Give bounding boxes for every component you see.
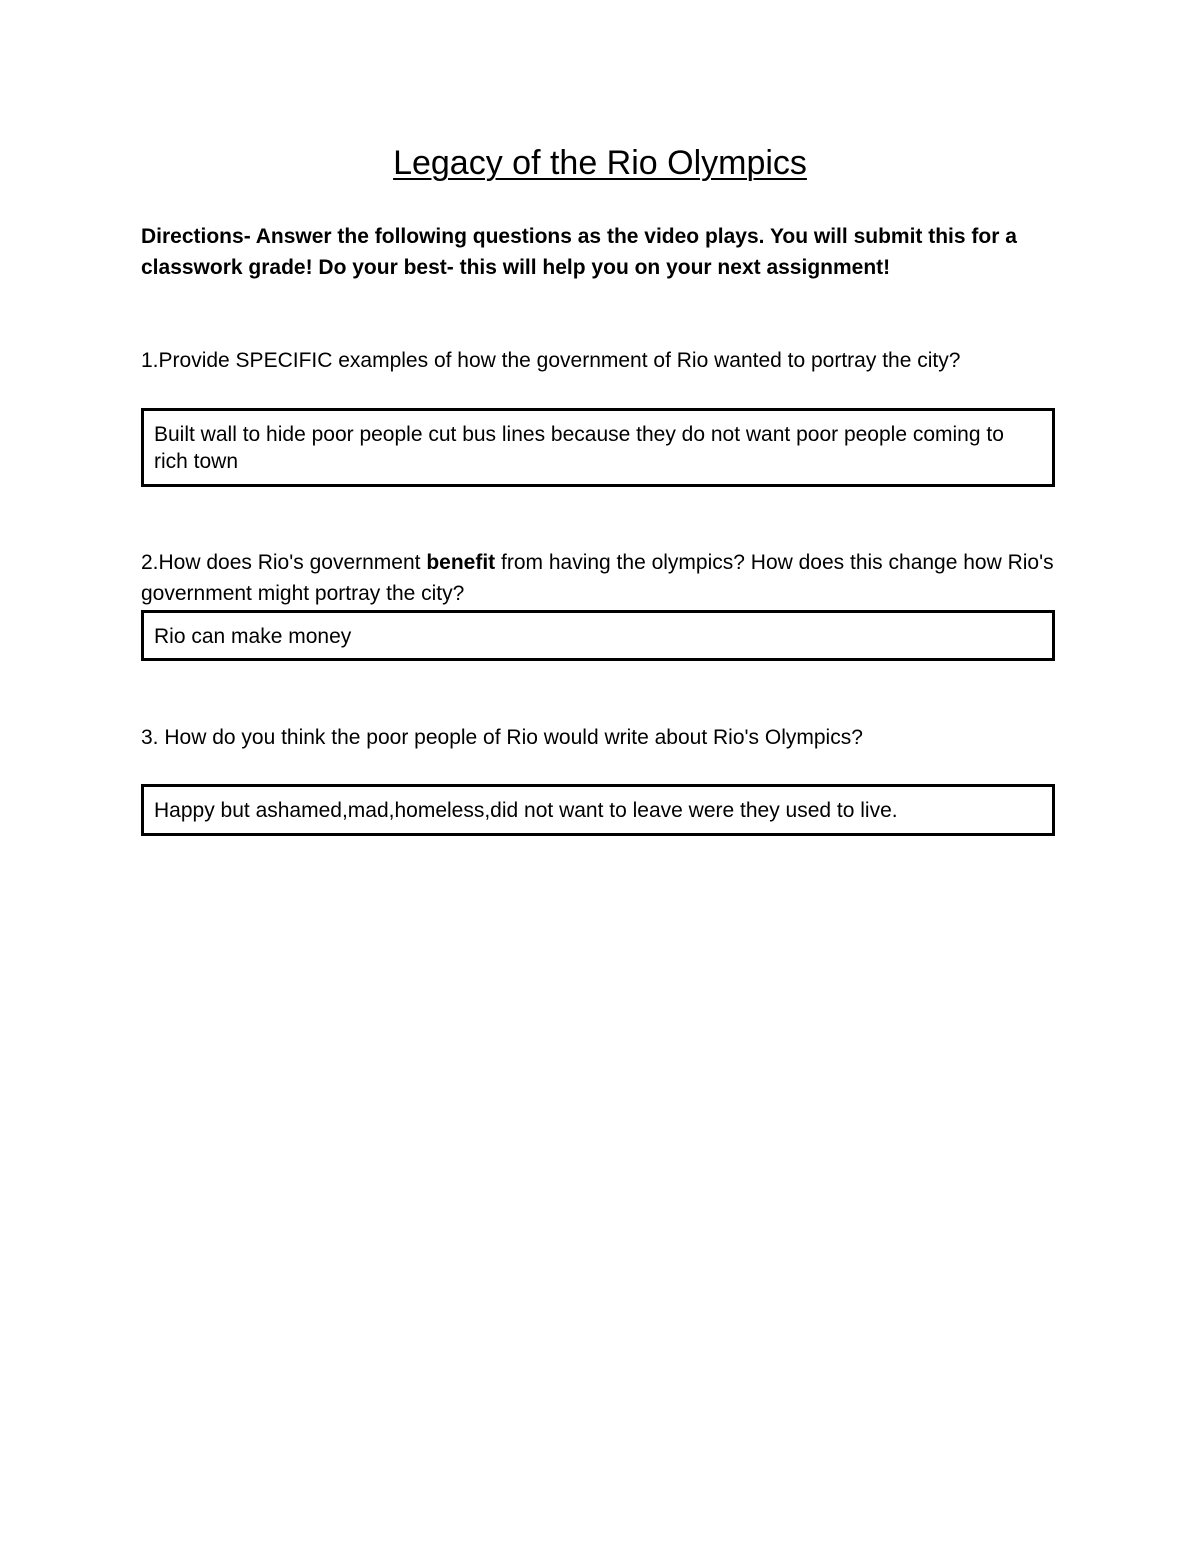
question-1: 1.Provide SPECIFIC examples of how the government of Rio wanted to portray the city? (141, 349, 961, 372)
question-2-text-after: from having the olympics? How does this change how Rio's government might portray the city? (141, 551, 1054, 605)
answer-1-field[interactable]: Built wall to hide poor people cut bus lines because they do not want poor people coming to rich town (141, 408, 1055, 487)
question-2 (141, 547, 1066, 609)
directions-text: Directions- Answer the following questions as the video plays. You will submit this for a classwork grade! Do your best- this will help you on your next assignment! (141, 225, 1017, 279)
page-title: Legacy of the Rio Olympics (393, 144, 807, 182)
question-3: 3. How do you think the poor people of Rio would write about Rio's Olympics? (141, 726, 863, 749)
question-2-bold-word: benefit (426, 551, 496, 574)
question-2-text-before: 2.How does Rio's government (141, 551, 427, 574)
answer-3-field[interactable]: Happy but ashamed,mad,homeless,did not want to leave were they used to live. (141, 784, 1055, 836)
answer-2-field[interactable]: Rio can make money (141, 610, 1055, 661)
